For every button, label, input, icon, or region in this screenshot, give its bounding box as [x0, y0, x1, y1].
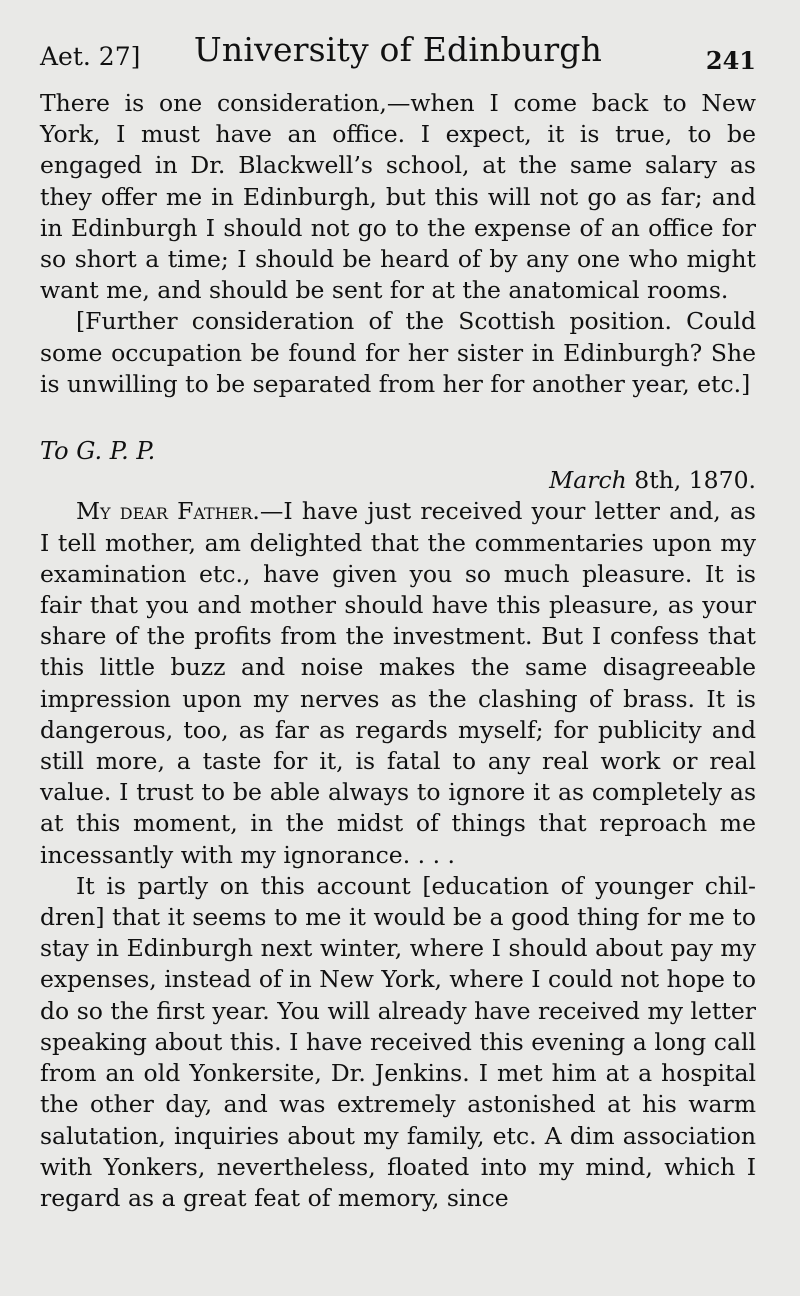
page-title: University of Edinburgh — [193, 30, 603, 69]
chapter-age-marker: Aet. 27] — [40, 42, 141, 71]
letter-date-day-year: 8th, 1870. — [626, 466, 756, 495]
letter-date — [40, 465, 756, 496]
running-head — [40, 28, 756, 88]
paragraph-editorial-note: [Further consideration of the Scottish position. Could some occupation be found for her sister in Edinburgh? She is unwilling to be separated from her for another year, etc.] — [40, 307, 756, 398]
paragraph-letter-opening — [40, 496, 756, 870]
paragraph-edinburgh-winter: It is partly on this account [education of younger children] that it seems to me it would be a good thing for me to stay in Edinburgh next winter, where I should about pay my expenses, instead of in New York, where I could not hope to do so the first year. You will already have received my letter speaking about this. I have received this evening a long call from an old Yonkersite, Dr. Jenkins. I met him at a hospital the other day, and was extremely astonished at his warm salutation, inquiries about my family, etc. A dim association with Yonkers, nevertheless, floated into my mind, which I regard as a great feat of memory, since — [40, 871, 756, 1212]
letter-addressee: To G. P. P. — [40, 437, 156, 466]
paragraph-office: There is one consideration,—when I come back to New York, I must have an office. I expect, it is true, to be engaged in Dr. Blackwell’s school, at the same salary as they offer me in Edinburgh, but this will not go as far; and in Edinburgh I should not go to the expense of an office for so short a time; I should be heard of by any one who might want me, and should be sent for at the anatomical rooms. — [40, 89, 756, 305]
letter-date-month: March — [549, 466, 627, 495]
page-number: 241 — [705, 46, 756, 75]
letter-opening-text: —I have just received your letter and, as I tell mother, am delighted that the commentaries upon my examination etc., have given you so much pleasure. It is fair that you and mother should have this pleasure, as your share of the profits from the investment. But I confess that this little buzz and noise makes the same disagreeable impression upon my nerves as the clashing of brass. It is dangerous, too, as far as regards myself; for publicity and still more, a taste for it, is fatal to any real work or real value. I trust to be able always to ignore it as completely as at this moment, in the midst of things that reproach me incessantly with my ignorance. . . . — [40, 497, 756, 869]
page-body — [40, 88, 756, 1214]
letter-salutation: My dear Father. — [76, 497, 260, 526]
